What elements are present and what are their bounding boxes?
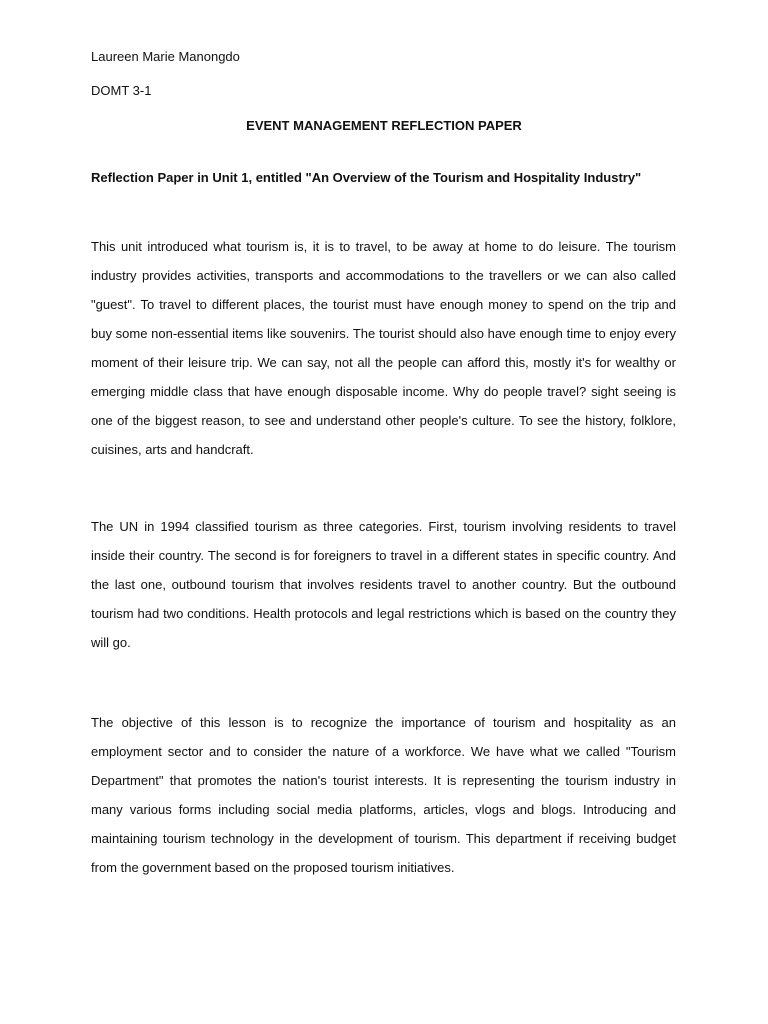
author-name: Laureen Marie Manongdo (91, 49, 240, 64)
paragraph-2: The UN in 1994 classified tourism as three categories. First, tourism involving residents to travel inside their country. The second is for foreigners to travel in a different states in specific country. And the last one, outbound tourism that involves residents travel to another country. But the outbound tourism had two conditions. Health protocols and legal restrictions which is based on the country they will go. (91, 519, 676, 650)
class-section: DOMT 3-1 (91, 83, 152, 98)
paragraph-1: This unit introduced what tourism is, it is to travel, to be away at home to do leisure. The tourism industry provides activities, transports and accommodations to the travellers or we can also called "guest". To travel to different places, the tourist must have enough money to spend on the trip and buy some non-essential items like souvenirs. The tourist should also have enough time to enjoy every moment of their leisure trip. We can say, not all the people can afford this, mostly it's for wealthy or emerging middle class that have enough disposable income. Why do people travel? sight seeing is one of the biggest reason, to see and understand other people's culture. To see the history, folklore, cuisines, arts and handcraft. (91, 239, 676, 457)
document-title: EVENT MANAGEMENT REFLECTION PAPER (246, 118, 522, 133)
paragraph-3: The objective of this lesson is to recognize the importance of tourism and hospitality as an employment sector and to consider the nature of a workforce. We have what we called "Tourism Department" that promotes the nation's tourist interests. It is representing the tourism industry in many various forms including social media platforms, articles, vlogs and blogs. Introducing and maintaining tourism technology in the development of tourism. This department if receiving budget from the government based on the proposed tourism initiatives. (91, 715, 676, 875)
document-subtitle: Reflection Paper in Unit 1, entitled "An Overview of the Tourism and Hospitality Industry" (91, 170, 642, 185)
